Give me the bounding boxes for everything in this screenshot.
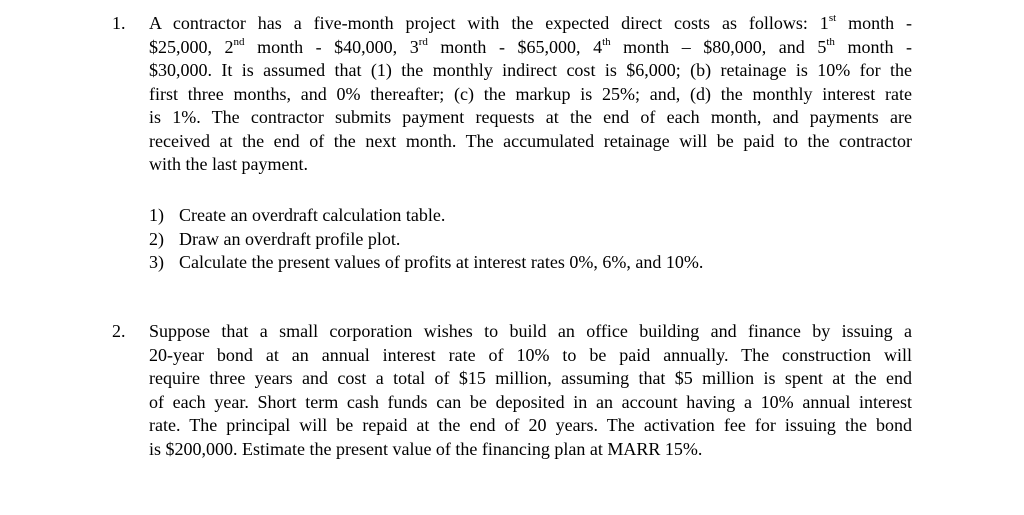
statement-line: first three months, and 0% thereafter; (c) the markup is 25%; and, (d) the monthly interest rate: [149, 83, 912, 104]
statement-line: require three years and cost a total of $15 million, assuming that $5 million is spent at the end: [149, 368, 912, 388]
task-text: Draw an overdraft profile plot.: [179, 228, 401, 249]
statement-line: received at the end of the next month. The accumulated retainage will be paid to the contractor: [149, 130, 912, 151]
statement-line: $25,000, 2nd month - $40,000, 3rd month - $65,000, 4th month – $80,000, and 5th month -: [149, 35, 912, 57]
problem-statement: [149, 320, 912, 461]
task-number: 1): [149, 205, 164, 225]
task-text: Create an overdraft calculation table.: [179, 205, 446, 225]
problem-number: 1.: [112, 13, 126, 33]
statement-line: with the last payment.: [149, 154, 308, 174]
task-number: 3): [149, 252, 164, 272]
statement-line: 20-year bond at an annual interest rate of 10% to be paid annually. The construction will: [149, 344, 912, 365]
problem-1: [112, 12, 912, 177]
statement-line: Suppose that a small corporation wishes to build an office building and finance by issuing a: [149, 321, 912, 341]
statement-line: of each year. Short term cash funds can be deposited in an account having a 10% annual interest: [149, 391, 912, 412]
problem-2: [112, 320, 912, 461]
statement-line: A contractor has a five-month project with the expected direct costs as follows: 1st month -: [149, 12, 912, 33]
statement-line: is 1%. The contractor submits payment requests at the end of each month, and payments are: [149, 107, 912, 127]
task-number: 2): [149, 228, 164, 249]
task-text: Calculate the present values of profits at interest rates 0%, 6%, and 10%.: [179, 252, 704, 272]
statement-line: rate. The principal will be repaid at the end of 20 years. The activation fee for issuing the bond: [149, 415, 912, 435]
problem-number: 2.: [112, 321, 126, 341]
problem-statement: [149, 12, 912, 177]
statement-line: is $200,000. Estimate the present value of the financing plan at MARR 15%.: [149, 438, 703, 459]
statement-line: $30,000. It is assumed that (1) the monthly indirect cost is $6,000; (b) retainage is 10% for the: [149, 60, 912, 80]
